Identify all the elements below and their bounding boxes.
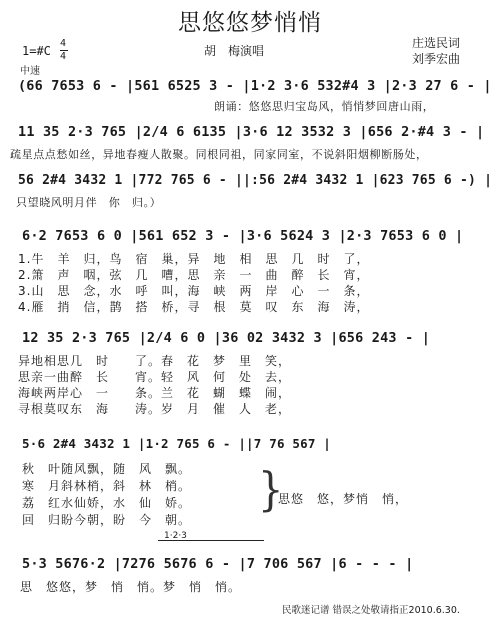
performer: 胡 梅演唱 — [204, 44, 265, 58]
row-7-lyric: 思 悠悠，梦 悄 悄。梦 悄 悄。 — [20, 580, 242, 594]
row-4-lyric-verse-4: 4.雁 捎 信，鹊 搭 桥，寻 根 莫 叹 东 海 涛， — [18, 300, 370, 314]
time-signature-bottom: 4 — [60, 51, 67, 62]
row-5-lyric-verse-4: 寻根莫叹东 海 涛。岁 月 催 人 老， — [18, 402, 292, 416]
row-3-lyric: 只望晓风明月伴 你 归。） — [16, 196, 162, 209]
row-5-lyric-verse-2: 思亲一曲醉 长 宵。轻 风 何 处 去， — [18, 370, 292, 384]
row-1-lyric: 朗诵：悠悠思归宝岛风，悄悄梦回唐山雨， — [214, 100, 435, 113]
transcriber-note: 民歌迷记谱 错误之处敬请指正2010.6.30. — [282, 605, 460, 616]
score-row-3: 56 2#4 3432 1 |772 765 6 - ||:56 2#4 3432 1 |623 765 6 -) | — [18, 172, 493, 188]
time-signature-top: 4 — [60, 38, 67, 49]
score-row-7: 5·3 5676·2 |7276 5676 6 - |7 706 567 |6 - - - | — [22, 556, 414, 572]
score-row-6: 5·6 2#4 3432 1 |1·2 765 6 - ||7 76 567 | — [22, 436, 332, 451]
composer: 刘季宏曲 — [412, 52, 461, 66]
key-signature: 1=#C — [22, 44, 51, 58]
row-6-lyric-verse-3: 荔 红水仙娇，水 仙 娇。 — [22, 496, 192, 510]
row-4-lyric-verse-2: 2.箫 声 咽，弦 几 嘈，思 亲 一 曲 醉 长 宵， — [18, 268, 370, 282]
row-5-lyric-verse-3: 海峡两岸心 一 条。兰 花 蝴 蝶 闹， — [18, 386, 292, 400]
row-5-lyric-verse-1: 异地相思几 时 了。春 花 梦 里 笑， — [18, 354, 292, 368]
song-title: 思悠悠梦悄悄 — [178, 10, 322, 36]
row-6-lyric-verse-2: 寒 月斜林梢，斜 林 梢。 — [22, 479, 192, 493]
lyricist: 庄选民词 — [412, 36, 461, 50]
row-4-lyric-verse-1: 1.牛 羊 归，鸟 宿 巢，异 地 相 思 几 时 了， — [18, 252, 370, 266]
row-4-lyric-verse-3: 3.山 思 念，水 呼 叫，海 峡 两 岸 心 一 条， — [18, 284, 370, 298]
score-row-1: (66 7653 6 - |561 6525 3 - |1·2 3·6 532#4 3 |2·3 27 6 - | — [18, 78, 492, 94]
tempo-marking: 中速 — [20, 66, 40, 77]
row-2-lyric: 疏星点点愁如丝，异地春瘦人散聚。同根同祖，同家同室，不说斜阳烟柳断肠处， — [10, 148, 428, 161]
volta-label: 1·2·3 — [164, 531, 187, 541]
score-row-2: 11 35 2·3 765 |2/4 6 6135 |3·6 12 3532 3 |656 2·#4 3 - | — [18, 124, 485, 140]
score-row-4: 6·2 7653 6 0 |561 652 3 - |3·6 5624 3 |2·3 7653 6 0 | — [22, 228, 464, 244]
row-6-lyric-verse-4: 回 归盼今朝，盼 今 朝。 — [22, 513, 192, 527]
verse-brace: } — [258, 463, 284, 517]
brace-lyric: 思悠 悠，梦悄 悄， — [278, 492, 409, 506]
score-row-5: 12 35 2·3 765 |2/4 6 0 |36 02 3432 3 |656 243 - | — [22, 330, 431, 346]
row-6-lyric-verse-1: 秋 叶随风飘，随 风 飘。 — [22, 462, 192, 476]
